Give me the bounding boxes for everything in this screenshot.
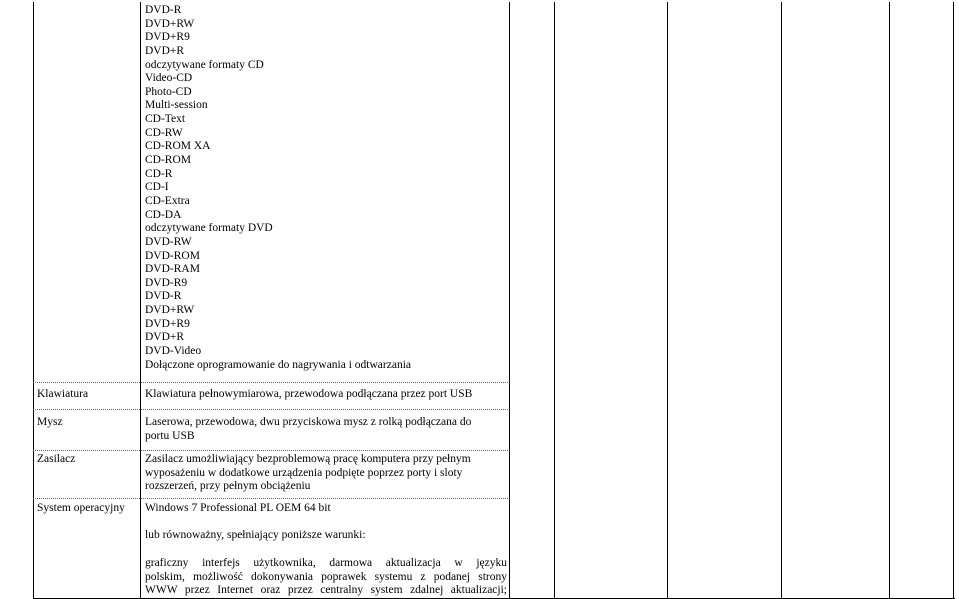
list-item: DVD+R bbox=[145, 331, 185, 344]
text-line: Windows 7 Professional PL OEM 64 bit bbox=[145, 502, 331, 514]
row-label-mouse: Mysz bbox=[37, 416, 63, 428]
row-label-os: System operacyjny bbox=[37, 502, 125, 514]
column-divider-5 bbox=[781, 2, 782, 599]
text-line: graficzny interfejs użytkownika, darmowa aktualizacja w języku bbox=[145, 557, 507, 569]
row-value-os-condition: lub równoważny, spełniający poniższe warunki: bbox=[145, 529, 366, 541]
row-value-os-requirements bbox=[145, 557, 507, 598]
list-item: DVD-RW bbox=[145, 235, 192, 248]
list-item: DVD+R9 bbox=[145, 317, 190, 330]
list-item: DVD-R bbox=[145, 4, 182, 16]
list-item: Multi-session bbox=[145, 99, 208, 112]
list-item: CD-Text bbox=[145, 113, 186, 126]
list-item: CD-Extra bbox=[145, 194, 190, 207]
list-item: DVD+RW bbox=[145, 304, 195, 317]
text-line: wyposażeniu w dodatkowe urządzenia podpięte poprzez porty i sloty bbox=[145, 466, 463, 479]
list-item: CD-RW bbox=[145, 126, 183, 139]
row-separator bbox=[33, 382, 508, 383]
formats-list bbox=[145, 4, 507, 372]
list-item: DVD-RAM bbox=[145, 263, 200, 276]
specification-table bbox=[33, 2, 955, 599]
column-divider-4 bbox=[667, 2, 668, 599]
list-item: CD-I bbox=[145, 181, 169, 194]
row-value-keyboard: Klawiatura pełnowymiarowa, przewodowa podłączana przez port USB bbox=[145, 388, 473, 400]
list-item: DVD-ROM bbox=[145, 249, 200, 262]
list-item: CD-R bbox=[145, 167, 173, 180]
row-label-psu: Zasilacz bbox=[37, 453, 76, 465]
row-value-mouse bbox=[145, 416, 507, 443]
text-line: polskim, możliwość dokonywania poprawek systemu z podanej strony bbox=[145, 570, 507, 583]
column-divider-3 bbox=[554, 2, 555, 599]
column-divider-value bbox=[509, 2, 510, 599]
text-line: portu USB bbox=[145, 429, 195, 442]
list-item: DVD+RW bbox=[145, 17, 195, 30]
list-item: DVD-Video bbox=[145, 345, 202, 358]
text-line: Zasilacz umożliwiający bezproblemową pracę komputera przy pełnym bbox=[145, 453, 471, 465]
table-border-left bbox=[33, 2, 34, 599]
row-separator bbox=[33, 498, 508, 499]
row-value-psu bbox=[145, 453, 507, 494]
list-item: Dołączone oprogramowanie do nagrywania i odtwarzania bbox=[145, 358, 411, 371]
column-divider-label bbox=[140, 2, 141, 599]
list-item: CD-DA bbox=[145, 208, 182, 221]
list-item: odczytywane formaty CD bbox=[145, 58, 264, 71]
list-item: DVD+R bbox=[145, 44, 185, 57]
column-divider-6 bbox=[889, 2, 890, 599]
text-line: rozszerzeń, przy pełnym obciążeniu bbox=[145, 480, 311, 493]
row-separator bbox=[33, 409, 508, 410]
row-separator bbox=[33, 450, 508, 451]
row-label-keyboard: Klawiatura bbox=[37, 388, 89, 400]
text-line: Laserowa, przewodowa, dwu przyciskowa mysz z rolką podłączana do bbox=[145, 416, 472, 428]
list-item: CD-ROM bbox=[145, 154, 192, 167]
list-item: DVD-R9 bbox=[145, 276, 188, 289]
list-item: Photo-CD bbox=[145, 85, 192, 98]
text-line: WWW przez Internet oraz przez centralny system zdalnej aktualizacji; bbox=[145, 584, 507, 597]
list-item: Video-CD bbox=[145, 72, 193, 85]
list-item: CD-ROM XA bbox=[145, 140, 211, 153]
list-item: DVD+R9 bbox=[145, 31, 190, 44]
list-item: odczytywane formaty DVD bbox=[145, 222, 273, 235]
table-border-right bbox=[953, 2, 954, 599]
list-item: DVD-R bbox=[145, 290, 182, 303]
row-value-os bbox=[145, 502, 507, 516]
